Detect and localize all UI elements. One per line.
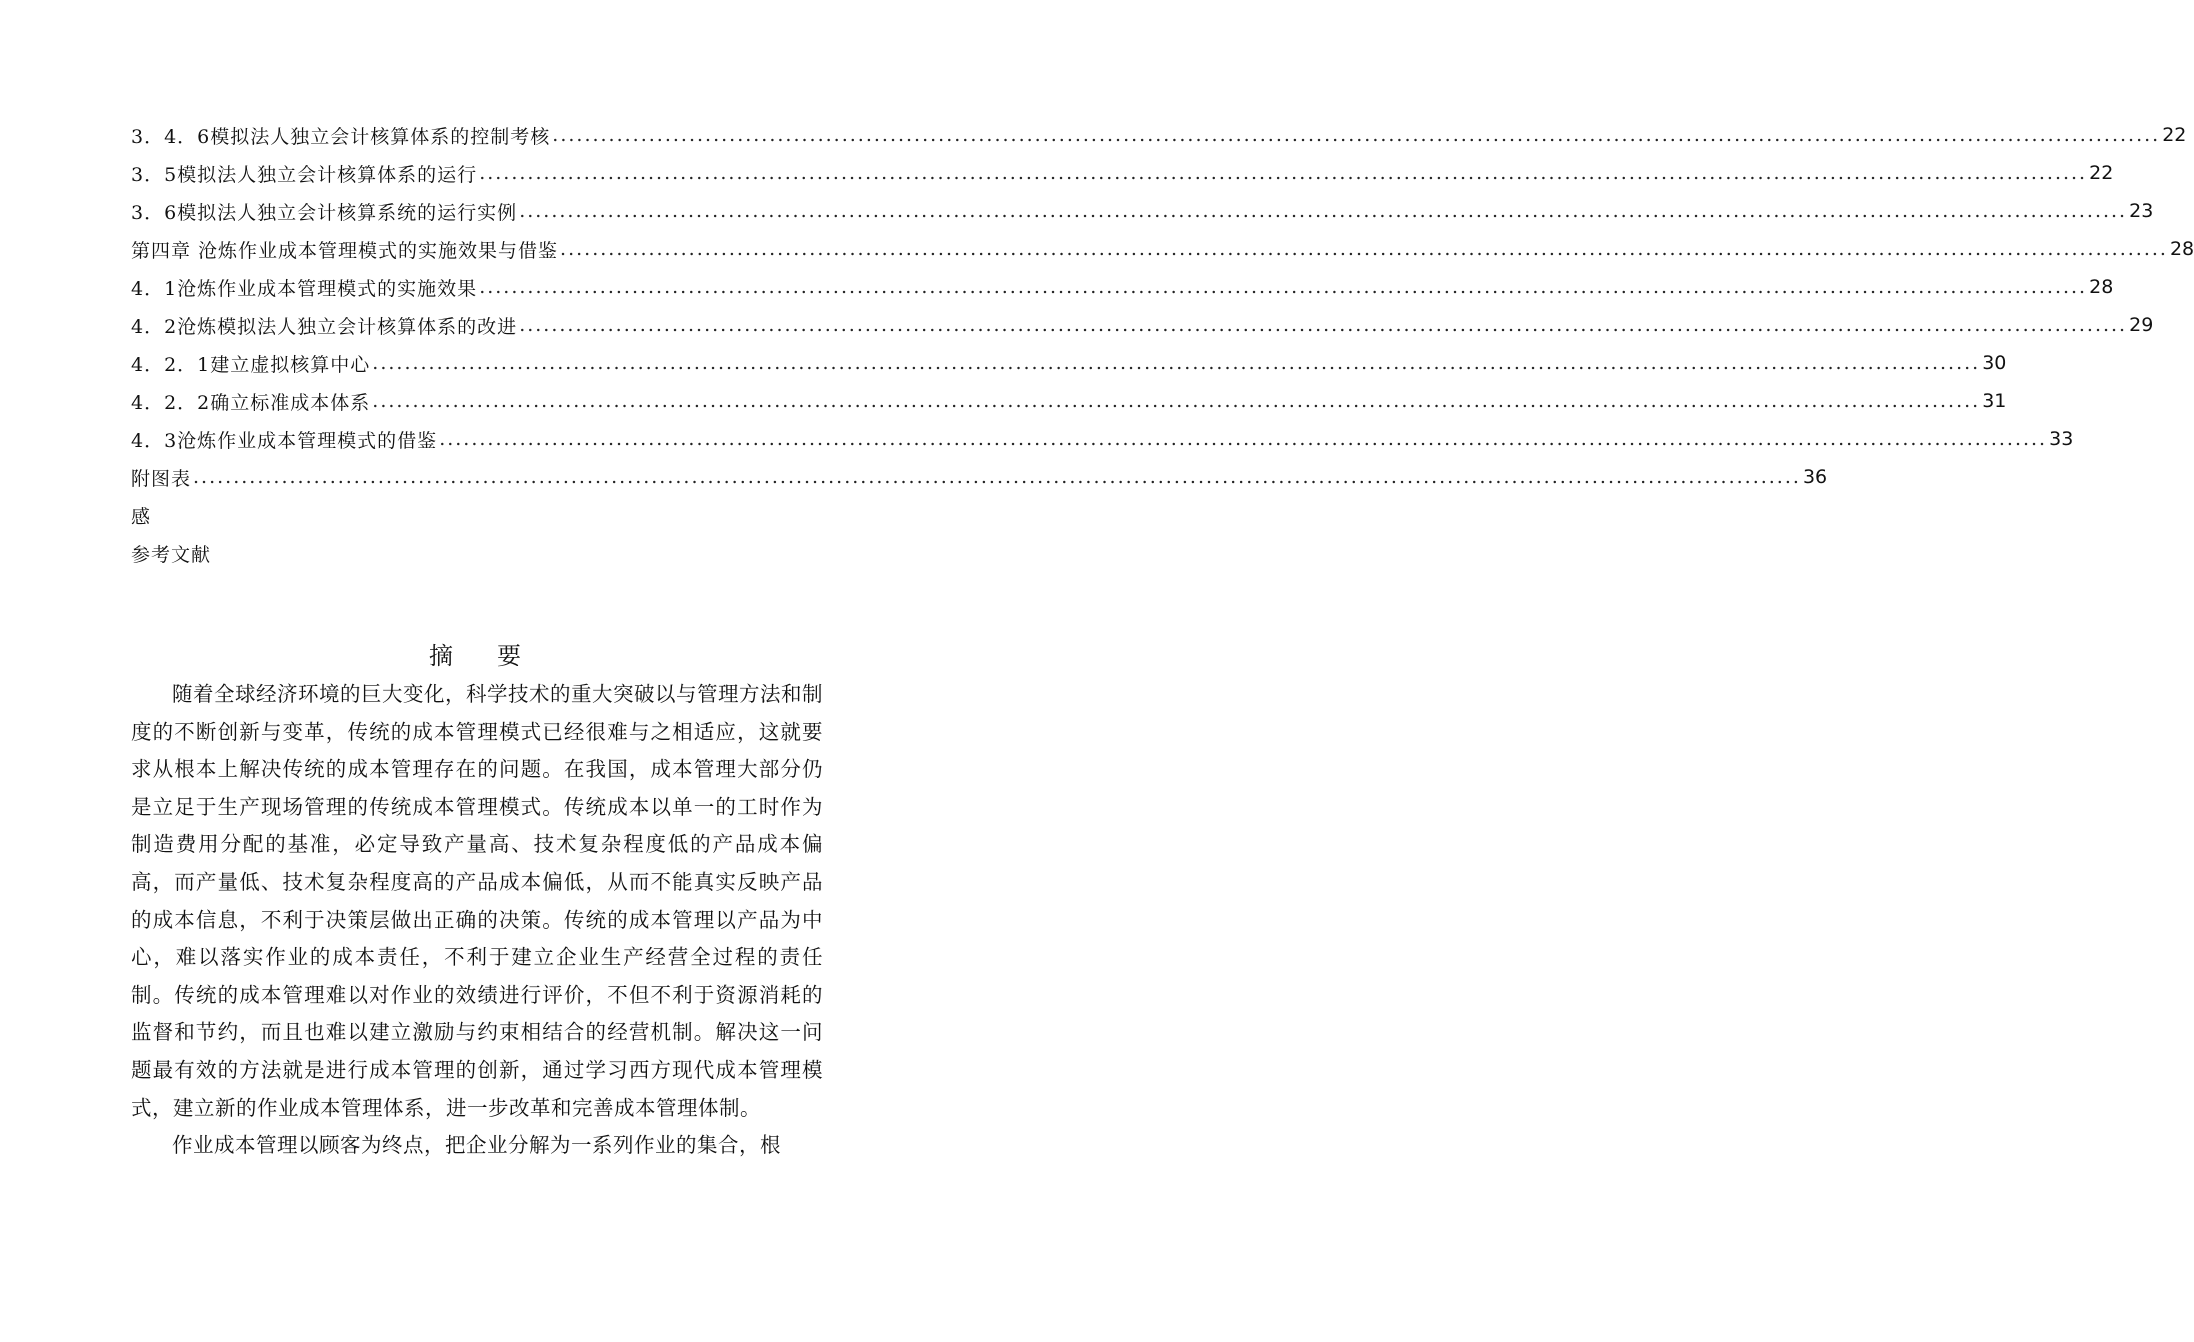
abstract-body bbox=[131, 676, 823, 1165]
toc-leader-dots: ........................................................................................................................................................................................................ bbox=[519, 314, 2128, 336]
toc-entry[interactable] bbox=[131, 344, 2007, 382]
toc-entry-label: 3．6模拟法人独立会计核算系统的运行实例 bbox=[131, 201, 518, 224]
toc-entry-label: 4．2沧炼模拟法人独立会计核算体系的改进 bbox=[131, 315, 518, 338]
toc-entry-label: 附图表 bbox=[131, 467, 192, 490]
toc-entry-page: 29 bbox=[2129, 314, 2154, 336]
toc-entry-acknowledgement[interactable]: 感 bbox=[131, 505, 152, 528]
toc-entry-page: 33 bbox=[2049, 428, 2074, 450]
toc-leader-dots: ........................................................................................................................................................................................................ bbox=[439, 428, 2048, 450]
toc-entry[interactable] bbox=[131, 420, 2074, 458]
toc-leader-dots: ........................................................................................................................................................................................................ bbox=[560, 238, 2168, 260]
toc-entry[interactable] bbox=[131, 230, 2194, 268]
toc-entry-page: 28 bbox=[2089, 276, 2114, 298]
toc-leader-dots: ........................................................................................................................................................................................................ bbox=[372, 390, 1981, 412]
toc-entry[interactable] bbox=[131, 192, 2154, 230]
toc-leader-dots: ........................................................................................................................................................................................................ bbox=[479, 276, 2088, 298]
toc-entry-page: 22 bbox=[2089, 162, 2114, 184]
toc-entry-label: 3．4．6模拟法人独立会计核算体系的控制考核 bbox=[131, 125, 551, 148]
toc-leader-dots: ........................................................................................................................................................................................................ bbox=[552, 124, 2161, 146]
toc-entry-page: 36 bbox=[1802, 466, 1828, 488]
toc-entry-label: 4．3沧炼作业成本管理模式的借鉴 bbox=[131, 429, 438, 452]
toc-entry[interactable] bbox=[131, 268, 2114, 306]
toc-entry[interactable] bbox=[131, 154, 2114, 192]
toc-entry-page: 30 bbox=[1982, 352, 2007, 374]
toc-leader-dots: ........................................................................................................................................................................................................ bbox=[372, 352, 1981, 374]
toc-entry-page: 23 bbox=[2129, 200, 2154, 222]
toc-leader-dots: ........................................................................................................................................................................................................ bbox=[479, 162, 2088, 184]
toc-entry[interactable] bbox=[131, 382, 2007, 420]
toc-entry-page: 22 bbox=[2162, 124, 2187, 146]
toc-entry-label: 4．2．2确立标准成本体系 bbox=[131, 391, 371, 414]
abstract-heading: 摘要 bbox=[429, 642, 565, 670]
toc-entry[interactable] bbox=[131, 458, 1828, 496]
toc-entry-label: 4．1沧炼作业成本管理模式的实施效果 bbox=[131, 277, 478, 300]
toc-leader-dots: ........................................................................................................................................................................................................ bbox=[193, 466, 1801, 488]
toc-entry[interactable] bbox=[131, 306, 2154, 344]
abstract-paragraph: 作业成本管理以顾客为终点，把企业分解为一系列作业的集合，根 bbox=[172, 1133, 781, 1158]
toc-leader-dots: ........................................................................................................................................................................................................ bbox=[519, 200, 2128, 222]
toc-entry-page: 28 bbox=[2169, 238, 2194, 260]
toc-entry-references[interactable]: 参考文献 bbox=[131, 543, 212, 566]
abstract-paragraph: 随着全球经济环境的巨大变化，科学技术的重大突破以与管理方法和制度的不断创新与变革，传统的成本管理模式已经很难与之相适应，这就要求从根本上解决传统的成本管理存在的问题。在我国，成本管理大部分仍是立足于生产现场管理的传统成本管理模式。传统成本以单一的工时作为制造费用分配的基准，必定导致产量高、技术复杂程度低的产品成本偏高，而产量低、技术复杂程度高的产品成本偏低，从而不能真实反映产品的成本信息，不利于决策层做出正确的决策。传统的成本管理以产品为中心，难以落实作业的成本责任，不利于建立企业生产经营全过程的责任制。传统的成本管理难以对作业的效绩进行评价，不但不利于资源消耗的监督和节约，而且也难以建立激励与约束相结合的经营机制。解决这一问题最有效的方法就是进行成本管理的创新，通过学习西方现代成本管理模式，建立新的作业成本管理体系，进一步改革和完善成本管理体制。 bbox=[131, 682, 823, 1120]
toc-entry-page: 31 bbox=[1982, 390, 2007, 412]
toc-entry-label: 第四章 沧炼作业成本管理模式的实施效果与借鉴 bbox=[131, 239, 559, 262]
toc-entry-label: 3．5模拟法人独立会计核算体系的运行 bbox=[131, 163, 478, 186]
table-of-contents bbox=[131, 116, 2194, 572]
toc-entry-label: 4．2．1建立虚拟核算中心 bbox=[131, 353, 371, 376]
toc-entry[interactable] bbox=[131, 116, 2187, 154]
